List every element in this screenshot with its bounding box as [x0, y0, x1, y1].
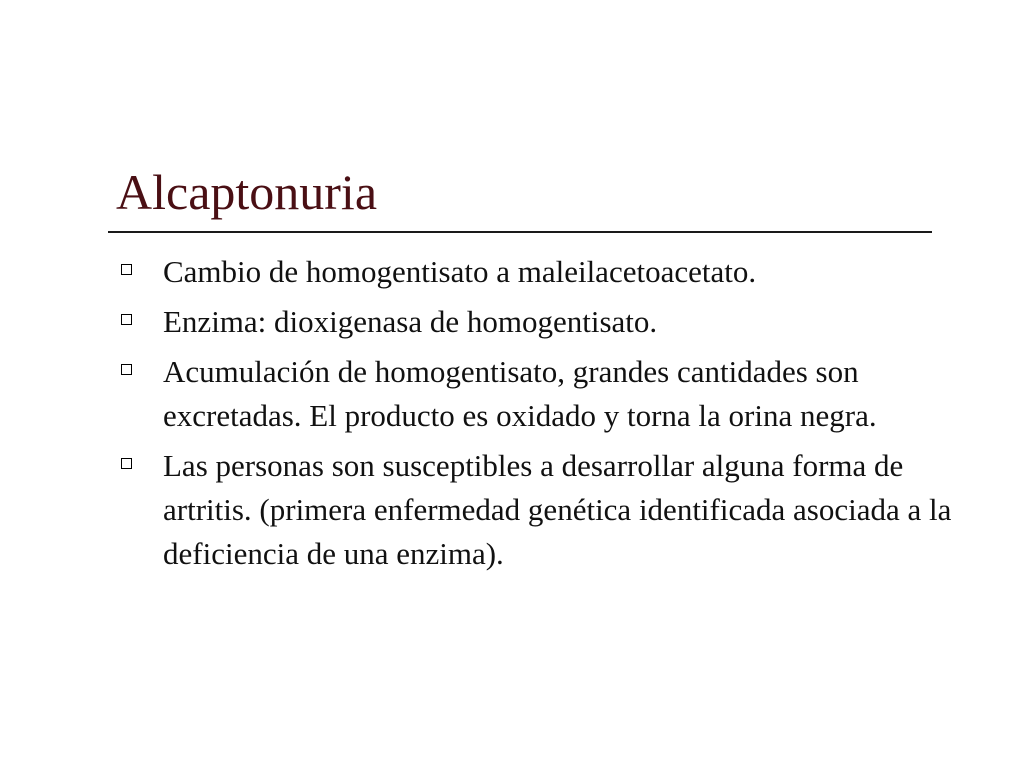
hollow-square-bullet-icon [121, 458, 132, 469]
bullet-item [116, 250, 956, 294]
hollow-square-bullet-icon [121, 264, 132, 275]
bullet-text: Cambio de homogentisato a maleilacetoacetato. [163, 254, 757, 289]
slide-title: Alcaptonuria [116, 164, 378, 220]
hollow-square-bullet-icon [121, 364, 132, 375]
bullet-text: Enzima: dioxigenasa de homogentisato. [163, 304, 658, 339]
bullet-item [116, 444, 956, 576]
bullet-list [116, 250, 956, 582]
hollow-square-bullet-icon [121, 314, 132, 325]
bullet-text: Acumulación de homogentisato, grandes cantidades son excretadas. El producto es oxidado y torna la orina negra. [163, 354, 877, 433]
bullet-item [116, 300, 956, 344]
title-divider [108, 231, 932, 233]
bullet-item [116, 350, 956, 438]
bullet-text: Las personas son susceptibles a desarrollar alguna forma de artritis. (primera enfermedad genética identificada asociada a la deficiencia de una enzima). [163, 448, 952, 571]
